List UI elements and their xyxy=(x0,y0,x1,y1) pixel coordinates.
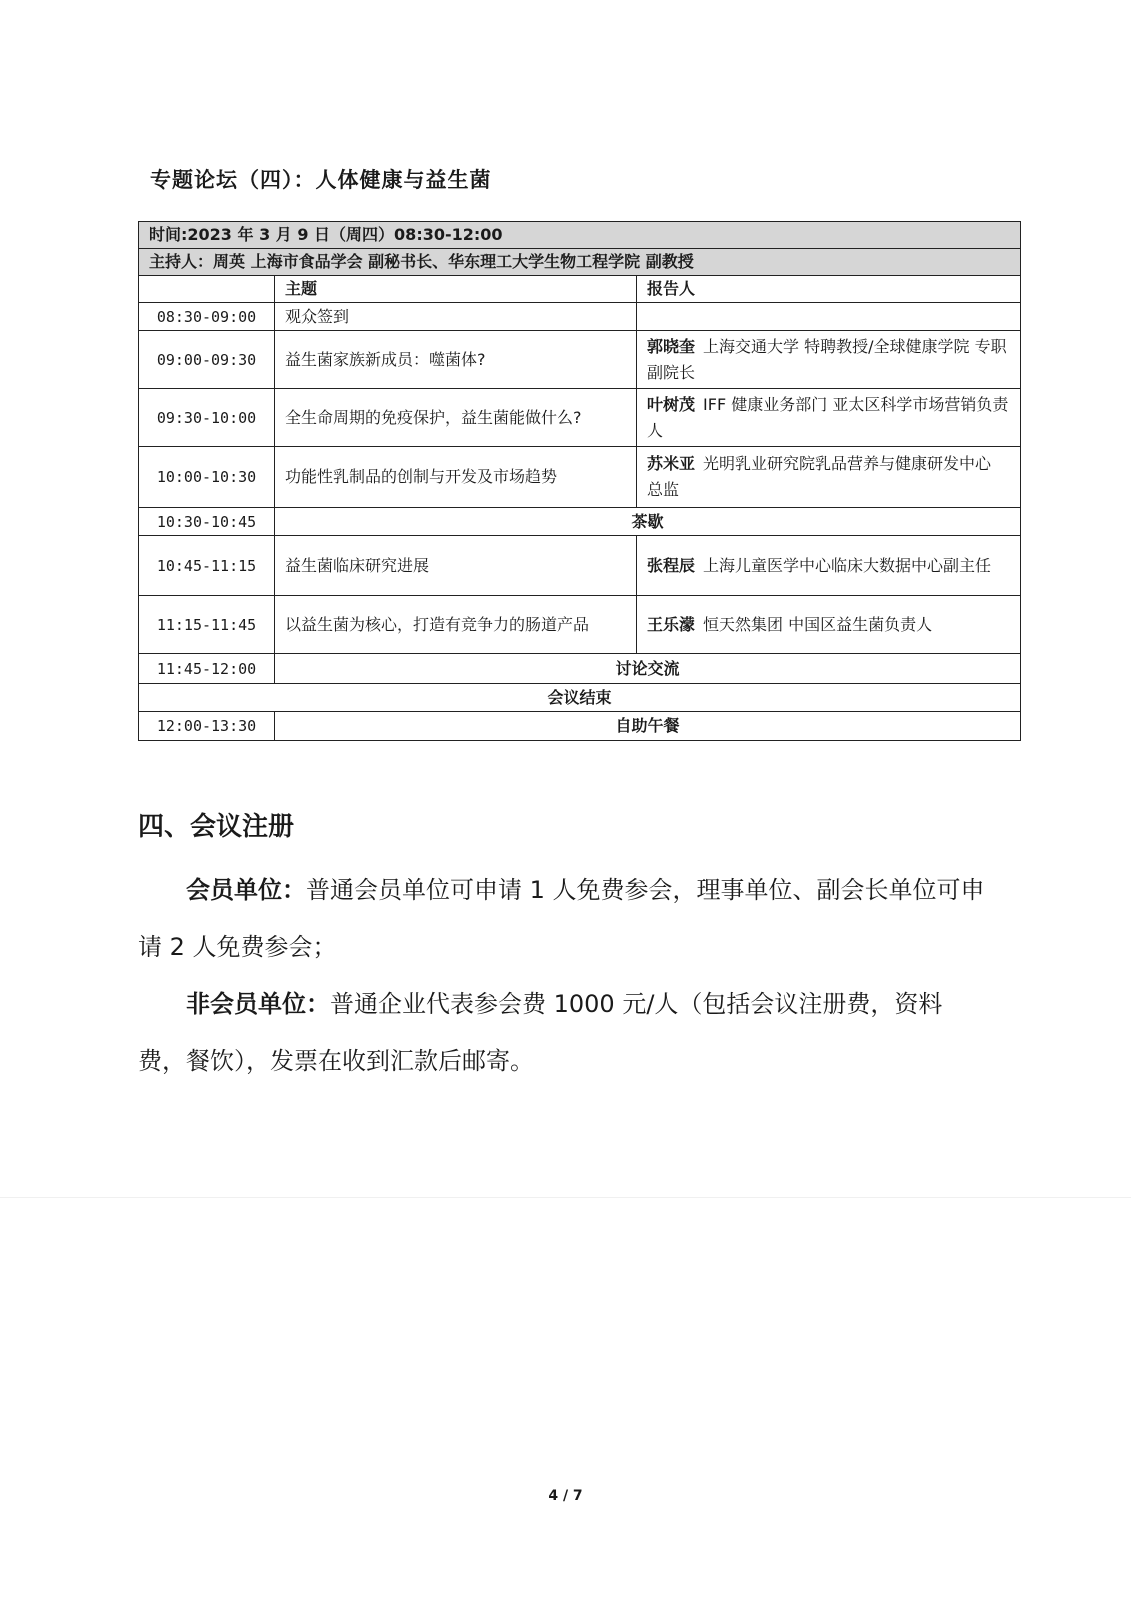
session-end-cell: 会议结束 xyxy=(139,684,1021,712)
scan-divider xyxy=(0,1197,1131,1198)
speaker-affiliation: 光明乳业研究院乳品营养与健康研发中心 总监 xyxy=(647,454,992,499)
speaker-affiliation: 上海交通大学 特聘教授/全球健康学院 专职副院长 xyxy=(647,336,1007,382)
time-cell: 11:45-12:00 xyxy=(139,654,275,684)
paragraph-text: 普通企业代表参会费 1000 元/人（包括会议注册费，资料费，餐饮），发票在收到汇款后邮寄。 xyxy=(138,990,943,1075)
paragraph-lead: 非会员单位： xyxy=(186,990,330,1018)
section-heading: 四、会议注册 xyxy=(138,812,295,842)
speaker-name: 叶树茂 xyxy=(647,394,696,414)
page-number: 4 / 7 xyxy=(548,1488,583,1504)
topic-cell: 益生菌家族新成员：噬菌体? xyxy=(275,331,637,389)
time-cell: 10:00-10:30 xyxy=(139,447,275,508)
table-row xyxy=(139,596,1021,654)
non-member-paragraph xyxy=(138,976,988,1090)
speaker-cell xyxy=(637,536,1021,596)
speaker-affiliation: 恒天然集团 中国区益生菌负责人 xyxy=(703,614,933,634)
table-row xyxy=(139,684,1021,712)
agenda-table xyxy=(138,221,1021,741)
speaker-name: 王乐濛 xyxy=(647,614,696,634)
time-cell: 11:15-11:45 xyxy=(139,596,275,654)
lunch-cell: 自助午餐 xyxy=(275,712,1021,741)
table-row xyxy=(139,712,1021,741)
speaker-name: 郭晓奎 xyxy=(647,336,696,356)
time-column-header xyxy=(139,276,275,303)
topic-cell: 益生菌临床研究进展 xyxy=(275,536,637,596)
topic-column-header: 主题 xyxy=(275,276,637,303)
table-row xyxy=(139,331,1021,389)
speaker-cell xyxy=(637,596,1021,654)
time-cell: 09:30-10:00 xyxy=(139,389,275,447)
topic-cell: 观众签到 xyxy=(275,303,637,331)
speaker-cell xyxy=(637,331,1021,389)
paragraph-lead: 会员单位： xyxy=(186,876,306,904)
speaker-cell xyxy=(637,389,1021,447)
topic-cell: 以益生菌为核心，打造有竞争力的肠道产品 xyxy=(275,596,637,654)
time-cell: 08:30-09:00 xyxy=(139,303,275,331)
table-header-row xyxy=(139,276,1021,303)
break-cell: 茶歇 xyxy=(275,508,1021,536)
time-cell: 10:30-10:45 xyxy=(139,508,275,536)
table-row xyxy=(139,249,1021,276)
speaker-cell xyxy=(637,303,1021,331)
time-cell: 12:00-13:30 xyxy=(139,712,275,741)
table-row xyxy=(139,536,1021,596)
table-row xyxy=(139,654,1021,684)
speaker-affiliation: IFF 健康业务部门 亚太区科学市场营销负责人 xyxy=(647,394,1009,440)
table-row xyxy=(139,447,1021,508)
speaker-affiliation: 上海儿童医学中心临床大数据中心副主任 xyxy=(703,555,992,575)
host-line: 主持人：周英 上海市食品学会 副秘书长、华东理工大学生物工程学院 副教授 xyxy=(139,249,1021,276)
forum-title: 专题论坛（四）：人体健康与益生菌 xyxy=(150,168,492,192)
speaker-name: 张程辰 xyxy=(647,555,696,575)
speaker-cell xyxy=(637,447,1021,508)
time-cell: 10:45-11:15 xyxy=(139,536,275,596)
table-row xyxy=(139,508,1021,536)
topic-cell: 功能性乳制品的创制与开发及市场趋势 xyxy=(275,447,637,508)
time-cell: 09:00-09:30 xyxy=(139,331,275,389)
table-row xyxy=(139,222,1021,249)
table-row xyxy=(139,389,1021,447)
member-paragraph xyxy=(138,862,988,976)
table-row xyxy=(139,303,1021,331)
paragraph-text: 普通会员单位可申请 1 人免费参会，理事单位、副会长单位可申请 2 人免费参会； xyxy=(138,876,985,961)
speaker-column-header: 报告人 xyxy=(637,276,1021,303)
speaker-name: 苏米亚 xyxy=(647,454,696,474)
topic-cell: 全生命周期的免疫保护，益生菌能做什么? xyxy=(275,389,637,447)
discussion-cell: 讨论交流 xyxy=(275,654,1021,684)
time-line: 时间:2023 年 3 月 9 日（周四）08:30-12:00 xyxy=(139,222,1021,249)
